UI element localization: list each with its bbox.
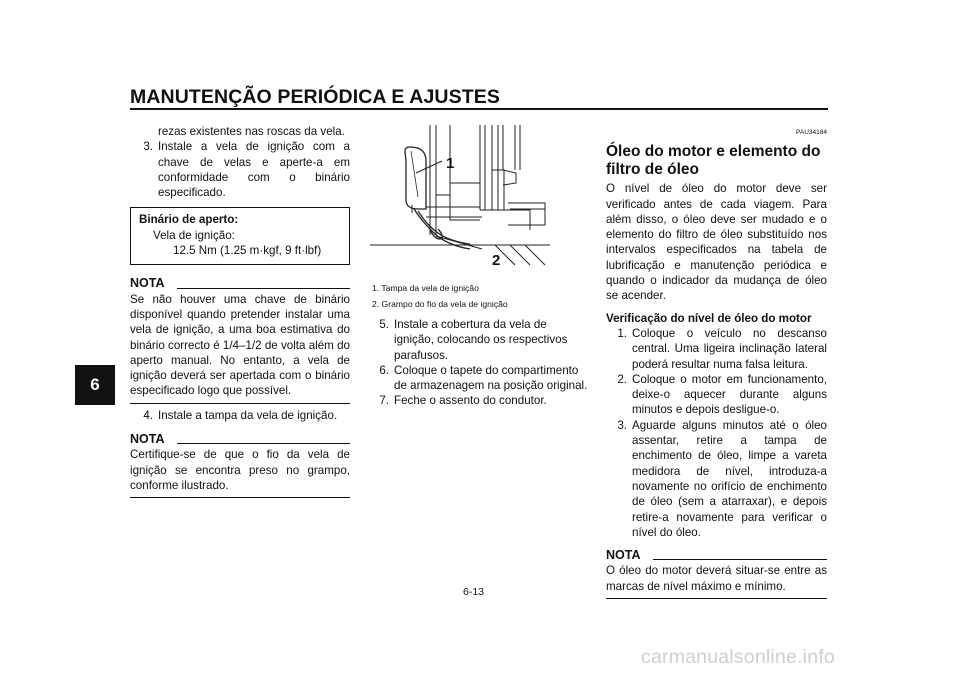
- callout-1: 1: [446, 155, 455, 172]
- note-label: NOTA: [130, 432, 165, 447]
- note-end-rule: [130, 497, 350, 498]
- note-heading: [130, 276, 350, 291]
- subheading: Verificação do nível de óleo do motor: [606, 311, 812, 325]
- note-text: Se não houver uma chave de binário disponível quando pretender instalar uma vela de ignição, a uma boa estimativa do binário correcto é 1/4–1/2 de volta além do aperto manual. No entanto, a vela de ignição deverá ser apertada com o binário especificado logo que possível.: [130, 292, 350, 398]
- page-title: MANUTENÇÃO PERIÓDICA E AJUSTES: [130, 86, 500, 108]
- step-number: 4.: [143, 408, 153, 422]
- continued-text-row: [130, 124, 350, 139]
- watermark: carmanualsonline.info: [641, 646, 835, 668]
- step-number: 5.: [379, 318, 389, 331]
- page-number: 6-13: [463, 586, 485, 598]
- step-text: Instale a cobertura da vela de ignição, colocando os respectivos parafusos.: [394, 318, 568, 362]
- note-label: NOTA: [606, 548, 641, 563]
- title-rule: [130, 108, 828, 110]
- torque-value: 12.5 Nm (1.25 m·kgf, 9 ft·lbf): [173, 244, 322, 258]
- figure-captions: [372, 280, 582, 312]
- step-text: Instale a vela de ignição com a chave de velas e aperte-a em conformidade com o binário especificado.: [158, 140, 350, 200]
- step-3: [130, 139, 350, 200]
- torque-label: Binário de aperto:: [139, 213, 239, 227]
- note-text: O óleo do motor deverá situar-se entre as marcas de nível máximo e mínimo.: [606, 564, 827, 593]
- caption-1: 1. Tampa da vela de ignição: [372, 283, 479, 293]
- note-heading: [130, 432, 350, 447]
- step-5: [372, 317, 588, 363]
- step-3: [606, 418, 827, 540]
- column-1: [130, 124, 350, 502]
- section-title: Óleo do motor e elemento do filtro de óleo: [606, 143, 821, 179]
- note-label: NOTA: [130, 276, 165, 291]
- reference-code: PAU34184: [796, 129, 827, 136]
- chapter-tab: 6: [75, 365, 115, 405]
- step-1: [606, 326, 827, 372]
- step-text: Aguarde alguns minutos até o óleo assentar, retire a tampa de enchimento de óleo, limpe a vareta medidora de nível, introduza-a novamente no orifício de enchimento de óleo (sem a atarraxar), e depois retire-a novamente para verificar o nível do óleo.: [632, 418, 827, 539]
- note-text: Certifique-se de que o fio da vela de ignição se encontra preso no grampo, conforme ilustrado.: [130, 448, 350, 492]
- note-heading: [606, 548, 827, 563]
- step-number: 6.: [379, 363, 389, 377]
- step-number: 7.: [379, 394, 389, 408]
- torque-item: Vela de ignição:: [153, 228, 235, 242]
- step-number: 1.: [617, 326, 627, 340]
- note-end-rule: [606, 598, 827, 599]
- step-number: 2.: [617, 372, 627, 386]
- column-2-steps: [372, 317, 588, 409]
- continued-text: rezas existentes nas roscas da vela.: [158, 125, 345, 138]
- step-6: [372, 363, 588, 394]
- column-3: [606, 125, 827, 603]
- step-text: Feche o assento do condutor.: [394, 394, 547, 408]
- step-number: 3.: [617, 418, 627, 432]
- step-4: [130, 408, 350, 423]
- callout-2: 2: [492, 252, 501, 269]
- step-7: [372, 393, 588, 408]
- section-intro: O nível de óleo do motor deve ser verificado antes de cada viagem. Para além disso, o óleo deve ser mudado e o elemento do filtro de óleo substituído nos intervalos especificados na tabela de lubrificação e manutenção periódica e quando o indicador da mudança de óleo se acender.: [606, 182, 827, 303]
- step-number: 3.: [143, 140, 153, 154]
- step-2: [606, 372, 827, 418]
- torque-spec-box: [130, 207, 350, 265]
- step-text: Coloque o tapete do compartimento de armazenagem na posição original.: [394, 363, 588, 393]
- step-text: Coloque o veículo no descanso central. Uma ligeira inclinação lateral poderá resultar numa falsa leitura.: [632, 326, 827, 371]
- step-text: Coloque o motor em funcionamento, deixe-o aquecer durante alguns minutos e depois desligue-o.: [632, 372, 827, 417]
- spark-plug-cap-figure: [370, 125, 550, 270]
- note-end-rule: [130, 403, 350, 404]
- step-text: Instale a tampa da vela de ignição.: [158, 408, 338, 422]
- caption-2: 2. Grampo do fio da vela de ignição: [372, 299, 508, 309]
